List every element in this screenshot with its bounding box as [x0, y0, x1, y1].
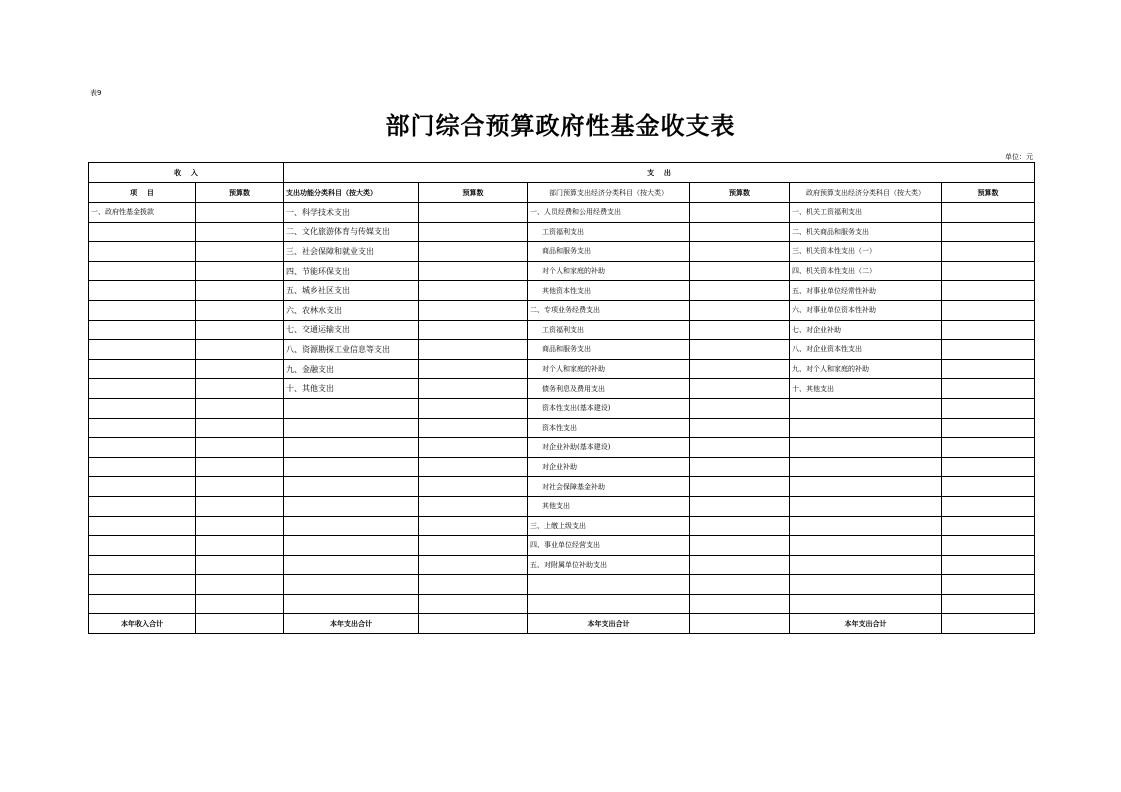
dept-budget-cell[interactable] — [690, 261, 790, 281]
table-row — [89, 222, 1035, 242]
dept-budget-cell[interactable] — [690, 594, 790, 614]
dept-budget-cell[interactable] — [690, 203, 790, 223]
gov-budget-cell[interactable] — [942, 281, 1035, 301]
income-budget-cell[interactable] — [196, 398, 284, 418]
col-header-dept-econ: 部门预算支出经济分类科目（按大类） — [528, 183, 690, 203]
income-item-cell — [89, 261, 196, 281]
dept-budget-cell[interactable] — [690, 242, 790, 262]
func-budget-cell[interactable] — [419, 242, 528, 262]
gov-budget-cell[interactable] — [942, 203, 1035, 223]
expense-group-header: 支 出 — [284, 163, 1035, 183]
income-item-cell — [89, 359, 196, 379]
gov-econ-cell — [790, 438, 942, 458]
func-class-cell — [284, 418, 419, 438]
func-class-cell — [284, 477, 419, 497]
func-class-cell: 四、节能环保支出 — [284, 261, 419, 281]
gov-econ-cell: 五、对事业单位经常性补助 — [790, 281, 942, 301]
dept-budget-cell[interactable] — [690, 496, 790, 516]
func-budget-cell[interactable] — [419, 300, 528, 320]
table-row — [89, 261, 1035, 281]
table-row — [89, 477, 1035, 497]
func-budget-cell[interactable] — [419, 438, 528, 458]
dept-econ-cell: 对个人和家庭的补助 — [528, 359, 690, 379]
income-budget-cell[interactable] — [196, 300, 284, 320]
gov-econ-cell — [790, 555, 942, 575]
dept-econ-cell: 三、上缴上级支出 — [528, 516, 690, 536]
table-row — [89, 203, 1035, 223]
dept-budget-cell[interactable] — [690, 281, 790, 301]
gov-budget-cell[interactable] — [942, 261, 1035, 281]
func-class-cell: 八、资源勘探工业信息等支出 — [284, 340, 419, 360]
func-total-label: 本年支出合计 — [284, 614, 419, 634]
func-class-cell — [284, 398, 419, 418]
dept-budget-cell[interactable] — [690, 300, 790, 320]
gov-econ-cell — [790, 477, 942, 497]
income-budget-cell[interactable] — [196, 359, 284, 379]
gov-budget-cell[interactable] — [942, 222, 1035, 242]
dept-budget-cell[interactable] — [690, 516, 790, 536]
table-number: 表9 — [90, 89, 102, 97]
func-total-value[interactable] — [419, 614, 528, 634]
dept-econ-cell: 资本性支出 — [528, 418, 690, 438]
func-class-cell: 十、其他支出 — [284, 379, 419, 399]
func-budget-cell[interactable] — [419, 575, 528, 595]
dept-econ-cell: 商品和服务支出 — [528, 242, 690, 262]
income-item-cell — [89, 555, 196, 575]
income-budget-cell[interactable] — [196, 438, 284, 458]
income-item-cell — [89, 398, 196, 418]
col-header-gov-budget: 预算数 — [942, 183, 1035, 203]
income-budget-cell[interactable] — [196, 575, 284, 595]
func-class-cell: 六、农林水支出 — [284, 300, 419, 320]
income-item-cell: 一、政府性基金拨款 — [89, 203, 196, 223]
income-item-cell — [89, 496, 196, 516]
func-class-cell — [284, 516, 419, 536]
dept-econ-cell: 五、对附属单位补助支出 — [528, 555, 690, 575]
income-item-cell — [89, 281, 196, 301]
gov-budget-cell[interactable] — [942, 575, 1035, 595]
dept-budget-cell[interactable] — [690, 536, 790, 556]
dept-total-value[interactable] — [690, 614, 790, 634]
gov-econ-cell: 二、机关商品和服务支出 — [790, 222, 942, 242]
gov-budget-cell[interactable] — [942, 477, 1035, 497]
income-item-cell — [89, 438, 196, 458]
dept-econ-cell: 债务利息及费用支出 — [528, 379, 690, 399]
func-budget-cell[interactable] — [419, 536, 528, 556]
dept-budget-cell[interactable] — [690, 379, 790, 399]
func-budget-cell[interactable] — [419, 340, 528, 360]
income-budget-cell[interactable] — [196, 320, 284, 340]
income-budget-cell[interactable] — [196, 203, 284, 223]
dept-econ-cell: 对企业补助 — [528, 457, 690, 477]
gov-total-value[interactable] — [942, 614, 1035, 634]
gov-budget-cell[interactable] — [942, 496, 1035, 516]
dept-econ-cell: 商品和服务支出 — [528, 340, 690, 360]
dept-econ-cell: 资本性支出(基本建设) — [528, 398, 690, 418]
gov-budget-cell[interactable] — [942, 340, 1035, 360]
income-budget-cell[interactable] — [196, 555, 284, 575]
table-row — [89, 496, 1035, 516]
totals-row — [89, 614, 1035, 634]
func-class-cell: 三、社会保障和就业支出 — [284, 242, 419, 262]
income-budget-cell[interactable] — [196, 496, 284, 516]
gov-budget-cell[interactable] — [942, 242, 1035, 262]
col-header-func-class: 支出功能分类科目（按大类） — [284, 183, 419, 203]
dept-budget-cell[interactable] — [690, 477, 790, 497]
table-row — [89, 359, 1035, 379]
income-budget-cell[interactable] — [196, 477, 284, 497]
table-row — [89, 418, 1035, 438]
dept-econ-cell: 工资福利支出 — [528, 222, 690, 242]
dept-budget-cell[interactable] — [690, 359, 790, 379]
income-budget-cell[interactable] — [196, 418, 284, 438]
func-budget-cell[interactable] — [419, 320, 528, 340]
gov-budget-cell[interactable] — [942, 555, 1035, 575]
dept-econ-cell: 四、事业单位经营支出 — [528, 536, 690, 556]
gov-budget-cell[interactable] — [942, 438, 1035, 458]
col-header-income-budget: 预算数 — [196, 183, 284, 203]
col-header-item: 项 目 — [89, 183, 196, 203]
income-budget-cell[interactable] — [196, 242, 284, 262]
func-budget-cell[interactable] — [419, 555, 528, 575]
func-class-cell: 七、交通运输支出 — [284, 320, 419, 340]
dept-econ-cell: 对社会保障基金补助 — [528, 477, 690, 497]
gov-econ-cell: 三、机关资本性支出（一） — [790, 242, 942, 262]
func-budget-cell[interactable] — [419, 359, 528, 379]
func-class-cell — [284, 555, 419, 575]
func-budget-cell[interactable] — [419, 222, 528, 242]
dept-total-label: 本年支出合计 — [528, 614, 690, 634]
func-budget-cell[interactable] — [419, 496, 528, 516]
dept-econ-cell — [528, 575, 690, 595]
gov-budget-cell[interactable] — [942, 398, 1035, 418]
dept-econ-cell: 一、人员经费和公用经费支出 — [528, 203, 690, 223]
dept-budget-cell[interactable] — [690, 555, 790, 575]
income-item-cell — [89, 536, 196, 556]
gov-econ-cell: 一、机关工资福利支出 — [790, 203, 942, 223]
dept-budget-cell[interactable] — [690, 320, 790, 340]
income-group-header: 收 入 — [89, 163, 284, 183]
income-item-cell — [89, 516, 196, 536]
gov-budget-cell[interactable] — [942, 320, 1035, 340]
gov-econ-cell — [790, 575, 942, 595]
income-item-cell — [89, 222, 196, 242]
func-budget-cell[interactable] — [419, 516, 528, 536]
dept-budget-cell[interactable] — [690, 222, 790, 242]
func-budget-cell[interactable] — [419, 261, 528, 281]
income-budget-cell[interactable] — [196, 222, 284, 242]
income-total-value[interactable] — [196, 614, 284, 634]
gov-econ-cell — [790, 594, 942, 614]
table-row — [89, 320, 1035, 340]
gov-budget-cell[interactable] — [942, 359, 1035, 379]
func-class-cell — [284, 438, 419, 458]
func-class-cell — [284, 594, 419, 614]
income-total-label: 本年收入合计 — [89, 614, 196, 634]
func-budget-cell[interactable] — [419, 457, 528, 477]
income-budget-cell[interactable] — [196, 379, 284, 399]
gov-econ-cell: 四、机关资本性支出（二） — [790, 261, 942, 281]
table-row — [89, 438, 1035, 458]
func-class-cell — [284, 575, 419, 595]
gov-budget-cell[interactable] — [942, 418, 1035, 438]
income-item-cell — [89, 594, 196, 614]
func-class-cell: 二、文化旅游体育与传媒支出 — [284, 222, 419, 242]
func-budget-cell[interactable] — [419, 477, 528, 497]
income-budget-cell[interactable] — [196, 340, 284, 360]
gov-budget-cell[interactable] — [942, 594, 1035, 614]
gov-econ-cell: 十、其他支出 — [790, 379, 942, 399]
func-budget-cell[interactable] — [419, 379, 528, 399]
table-row — [89, 457, 1035, 477]
col-header-dept-budget: 预算数 — [690, 183, 790, 203]
gov-budget-cell[interactable] — [942, 536, 1035, 556]
table-row — [89, 281, 1035, 301]
func-budget-cell[interactable] — [419, 418, 528, 438]
income-item-cell — [89, 300, 196, 320]
dept-econ-cell: 其他资本性支出 — [528, 281, 690, 301]
func-budget-cell[interactable] — [419, 203, 528, 223]
col-header-gov-econ: 政府预算支出经济分类科目（按大类） — [790, 183, 942, 203]
dept-econ-cell: 其他支出 — [528, 496, 690, 516]
gov-econ-cell — [790, 516, 942, 536]
income-item-cell — [89, 379, 196, 399]
col-header-func-budget: 预算数 — [419, 183, 528, 203]
income-item-cell — [89, 242, 196, 262]
gov-econ-cell: 九、对个人和家庭的补助 — [790, 359, 942, 379]
group-header-row — [89, 163, 1035, 183]
income-item-cell — [89, 477, 196, 497]
dept-econ-cell — [528, 594, 690, 614]
table-row — [89, 242, 1035, 262]
income-budget-cell[interactable] — [196, 261, 284, 281]
table-row — [89, 555, 1035, 575]
table-row — [89, 516, 1035, 536]
func-class-cell — [284, 496, 419, 516]
income-item-cell — [89, 418, 196, 438]
dept-econ-cell: 对企业补助(基本建设) — [528, 438, 690, 458]
income-item-cell — [89, 457, 196, 477]
page-title: 部门综合预算政府性基金收支表 — [385, 111, 736, 140]
func-class-cell — [284, 457, 419, 477]
table-row — [89, 379, 1035, 399]
dept-budget-cell[interactable] — [690, 575, 790, 595]
func-class-cell: 一、科学技术支出 — [284, 203, 419, 223]
func-budget-cell[interactable] — [419, 398, 528, 418]
gov-budget-cell[interactable] — [942, 300, 1035, 320]
table-row — [89, 398, 1035, 418]
income-budget-cell[interactable] — [196, 594, 284, 614]
income-budget-cell[interactable] — [196, 457, 284, 477]
func-budget-cell[interactable] — [419, 281, 528, 301]
func-budget-cell[interactable] — [419, 594, 528, 614]
dept-econ-cell: 二、专项业务经费支出 — [528, 300, 690, 320]
gov-econ-cell — [790, 536, 942, 556]
gov-econ-cell: 七、对企业补助 — [790, 320, 942, 340]
gov-econ-cell: 八、对企业资本性支出 — [790, 340, 942, 360]
table-row — [89, 300, 1035, 320]
gov-total-label: 本年支出合计 — [790, 614, 942, 634]
table-row — [89, 575, 1035, 595]
unit-label: 单位：元 — [1005, 153, 1033, 161]
gov-budget-cell[interactable] — [942, 379, 1035, 399]
income-item-cell — [89, 340, 196, 360]
column-header-row — [89, 183, 1035, 203]
dept-budget-cell[interactable] — [690, 340, 790, 360]
func-class-cell: 九、金融支出 — [284, 359, 419, 379]
gov-budget-cell[interactable] — [942, 516, 1035, 536]
gov-econ-cell — [790, 496, 942, 516]
income-budget-cell[interactable] — [196, 516, 284, 536]
func-class-cell: 五、城乡社区支出 — [284, 281, 419, 301]
gov-econ-cell — [790, 457, 942, 477]
dept-econ-cell: 对个人和家庭的补助 — [528, 261, 690, 281]
table-row — [89, 340, 1035, 360]
income-budget-cell[interactable] — [196, 281, 284, 301]
dept-budget-cell[interactable] — [690, 398, 790, 418]
gov-econ-cell: 六、对事业单位资本性补助 — [790, 300, 942, 320]
dept-econ-cell: 工资福利支出 — [528, 320, 690, 340]
table-row — [89, 536, 1035, 556]
gov-budget-cell[interactable] — [942, 457, 1035, 477]
dept-budget-cell[interactable] — [690, 418, 790, 438]
income-item-cell — [89, 320, 196, 340]
gov-econ-cell — [790, 398, 942, 418]
income-item-cell — [89, 575, 196, 595]
budget-table — [88, 162, 1035, 634]
dept-budget-cell[interactable] — [690, 457, 790, 477]
table-row — [89, 594, 1035, 614]
func-class-cell — [284, 536, 419, 556]
dept-budget-cell[interactable] — [690, 438, 790, 458]
gov-econ-cell — [790, 418, 942, 438]
income-budget-cell[interactable] — [196, 536, 284, 556]
